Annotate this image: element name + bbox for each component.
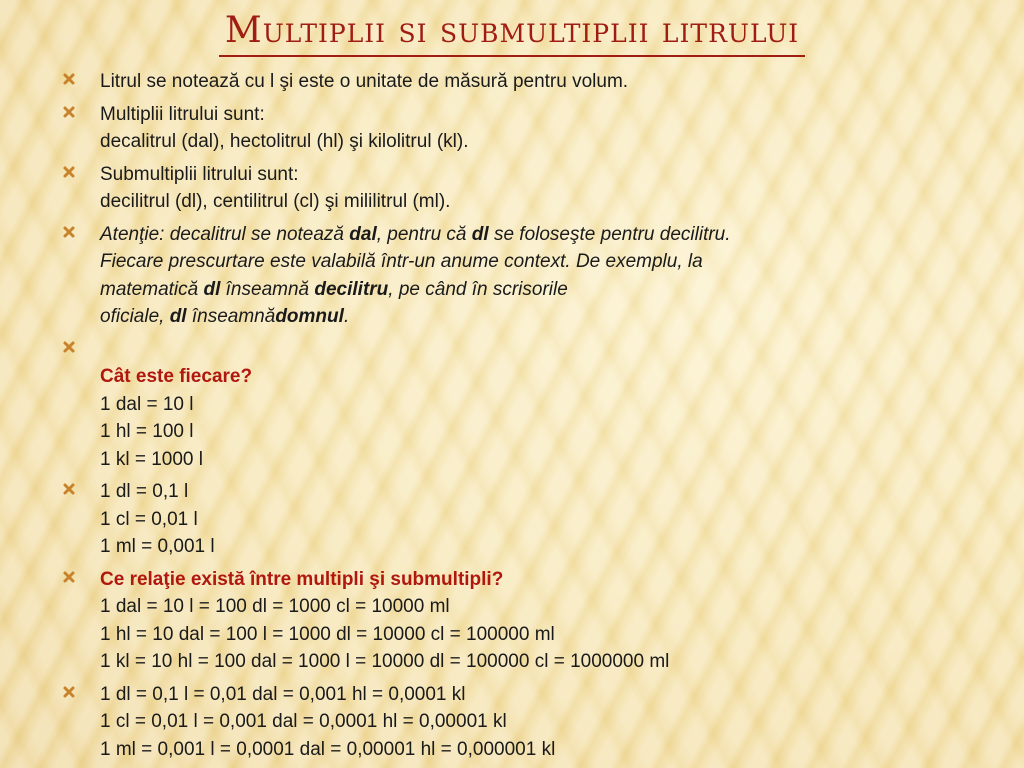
slide-title: Multiplii si submultiplii litrului — [219, 8, 805, 57]
equation-line: 1 dl = 0,1 l = 0,01 dal = 0,001 hl = 0,0001 kl — [100, 683, 466, 705]
x-bullet-icon — [62, 570, 76, 584]
equation-line: 1 kl = 10 hl = 100 dal = 1000 l = 10000 dl = 100000 cl = 1000000 ml — [100, 651, 670, 672]
equation-line: 1 dal = 10 l = 100 dl = 1000 cl = 10000 ml — [100, 596, 450, 617]
note-emphasis: dl — [203, 278, 221, 300]
text-line: decilitrul (dl), centilitrul (cl) şi mililitrul (ml). — [100, 191, 451, 212]
equation-line: 1 cl = 0,01 l — [100, 508, 198, 530]
equation-line: 1 kl = 1000 l — [100, 448, 203, 470]
blank-line — [100, 336, 1002, 364]
note-text: , pentru că — [376, 223, 472, 245]
x-bullet-icon — [62, 482, 76, 496]
note-line-2: Fiecare prescurtare este valabilă într-un anume context. De exemplu, la — [100, 251, 703, 272]
note-text: se foloseşte pentru decilitru. — [488, 223, 731, 245]
list-item-attention-note — [62, 221, 1002, 331]
note-line-4 — [100, 303, 1002, 331]
text-line: decalitrul (dal), hectolitrul (hl) şi kilolitrul (kl). — [100, 131, 469, 152]
x-bullet-icon — [62, 105, 76, 119]
note-text: , pe când în scrisorile — [388, 278, 568, 300]
note-text: Atenţie: decalitrul se notează — [100, 223, 350, 245]
x-bullet-icon — [62, 685, 76, 699]
list-item-multiples — [62, 101, 1002, 156]
equation-line: 1 dl = 0,1 l — [100, 481, 189, 502]
equation-line: 1 hl = 100 l — [100, 421, 194, 442]
note-emphasis: domnul — [275, 306, 344, 327]
note-text: . — [343, 306, 350, 327]
note-text: înseamnă — [220, 278, 315, 300]
x-bullet-icon — [62, 165, 76, 179]
note-emphasis: dl — [169, 306, 187, 327]
note-line-3 — [100, 276, 1002, 304]
note-text: înseamnă — [186, 306, 276, 327]
equation-line: 1 ml = 0,001 l — [100, 536, 215, 557]
equation-line: 1 hl = 10 dal = 100 l = 1000 dl = 10000 cl = 100000 ml — [100, 623, 555, 645]
text-line: Multiplii litrului sunt: — [100, 103, 265, 125]
x-bullet-icon — [62, 72, 76, 86]
text-line: Litrul se notează cu l şi este o unitate de măsură pentru volum. — [100, 71, 629, 92]
list-item-litre-definition — [62, 68, 1002, 96]
bullet-list — [62, 68, 1002, 768]
x-bullet-icon — [62, 340, 76, 354]
note-emphasis: dl — [471, 223, 489, 245]
equation-line: 1 ml = 0,001 l = 0,0001 dal = 0,00001 hl = 0,000001 kl — [100, 738, 556, 760]
section-heading: Ce relaţie există între multipli şi submultipli? — [100, 568, 504, 590]
text-line: Submultiplii litrului sunt: — [100, 163, 299, 185]
section-heading: Cât este fiecare? — [100, 366, 253, 387]
list-item-relations-submultiples — [62, 681, 1002, 764]
list-item-submultiples — [62, 161, 1002, 216]
note-text: matematică — [100, 278, 204, 300]
note-emphasis: dal — [349, 223, 377, 245]
equation-line: 1 dal = 10 l — [100, 393, 194, 415]
note-line-1 — [100, 221, 1002, 249]
note-text: oficiale, — [100, 306, 170, 327]
list-item-multiples-values — [62, 336, 1002, 474]
list-item-relations-multiples — [62, 566, 1002, 676]
title-container — [0, 8, 1024, 57]
note-emphasis: decilitru — [314, 278, 389, 300]
equation-line: 1 cl = 0,01 l = 0,001 dal = 0,0001 hl = 0,00001 kl — [100, 711, 507, 732]
list-item-submultiples-values — [62, 478, 1002, 561]
x-bullet-icon — [62, 225, 76, 239]
